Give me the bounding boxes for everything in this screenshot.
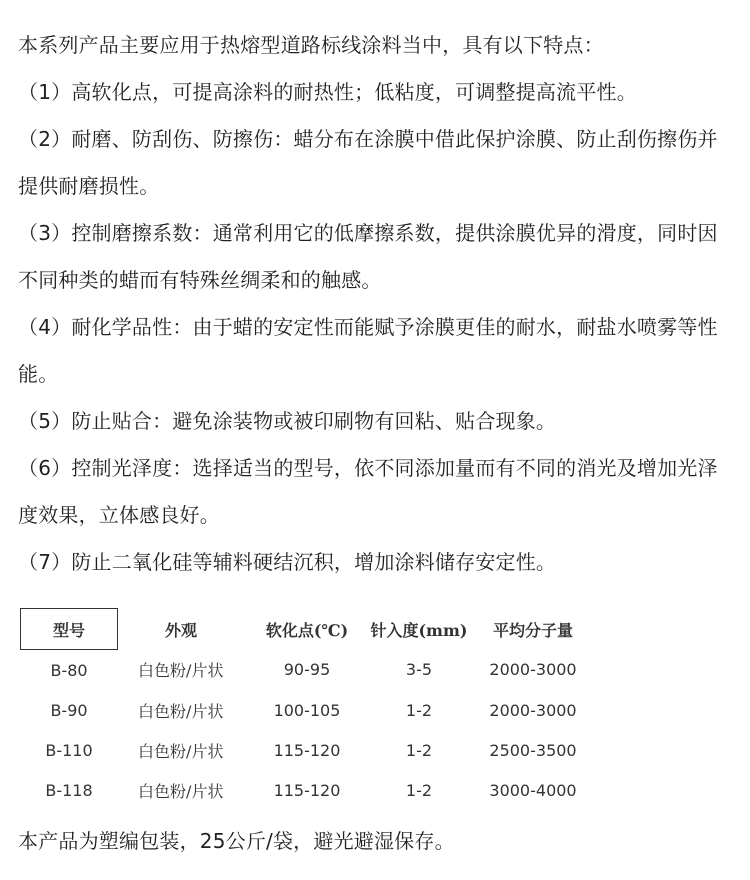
- product-description: [18, 22, 734, 586]
- feature-item: （5）防止贴合：避免涂装物或被印刷物有回粘、贴合现象。: [18, 409, 557, 433]
- feature-item: （4）耐化学品性：由于蜡的安定性而能赋予涂膜更佳的耐水，耐盐水喷雾等性能。: [18, 315, 718, 386]
- cell-softening-point: 90-95: [283, 660, 331, 680]
- cell-penetration: 1-2: [405, 700, 433, 720]
- cell-molecular-weight: 2000-3000: [489, 700, 577, 720]
- table-row: [21, 650, 599, 691]
- cell-model: B-90: [50, 700, 88, 720]
- cell-softening-point: 115-120: [273, 780, 341, 800]
- cell-model: B-118: [45, 780, 93, 800]
- header-penetration: 针入度(mm): [370, 620, 468, 640]
- header-molecular-weight: 平均分子量: [492, 620, 573, 640]
- header-appearance: 外观: [164, 620, 197, 640]
- table-row: [21, 690, 599, 730]
- feature-list: [18, 69, 734, 586]
- spec-table: [20, 608, 598, 810]
- cell-softening-point: 115-120: [273, 740, 341, 760]
- table-row: [21, 770, 599, 810]
- packaging-note: 本产品为塑编包装，25公斤/袋，避光避湿保存。: [18, 829, 455, 853]
- cell-molecular-weight: 2500-3500: [489, 740, 577, 760]
- cell-appearance: 白色粉/片状: [138, 781, 224, 801]
- feature-item: （2）耐磨、防刮伤、防擦伤：蜡分布在涂膜中借此保护涂膜、防止刮伤擦伤并提供耐磨损性。: [18, 127, 718, 198]
- intro-text: 本系列产品主要应用于热熔型道路标线涂料当中，具有以下特点：: [18, 33, 604, 57]
- table-row: [21, 730, 599, 770]
- feature-item: （3）控制磨擦系数：通常利用它的低摩擦系数，提供涂膜优异的滑度，同时因不同种类的蜡而有特殊丝绸柔和的触感。: [18, 221, 718, 292]
- cell-appearance: 白色粉/片状: [138, 661, 224, 681]
- cell-penetration: 1-2: [405, 740, 433, 760]
- header-softening-point: 软化点(℃): [265, 620, 349, 640]
- feature-item: （6）控制光泽度：选择适当的型号，依不同添加量而有不同的消光及增加光泽度效果，立体感良好。: [18, 456, 718, 527]
- cell-penetration: 1-2: [405, 780, 433, 800]
- cell-appearance: 白色粉/片状: [138, 701, 224, 721]
- header-model: 型号: [21, 609, 118, 650]
- cell-penetration: 3-5: [405, 660, 433, 680]
- feature-item: （1）高软化点，可提高涂料的耐热性；低粘度，可调整提高流平性。: [18, 80, 637, 104]
- cell-molecular-weight: 3000-4000: [489, 780, 577, 800]
- cell-model: B-80: [50, 660, 88, 680]
- cell-molecular-weight: 2000-3000: [489, 660, 577, 680]
- table-header-row: [21, 609, 599, 650]
- cell-model: B-110: [45, 740, 93, 760]
- feature-item: （7）防止二氧化硅等辅料硬结沉积，增加涂料储存安定性。: [18, 550, 557, 574]
- cell-appearance: 白色粉/片状: [138, 741, 224, 761]
- cell-softening-point: 100-105: [273, 700, 341, 720]
